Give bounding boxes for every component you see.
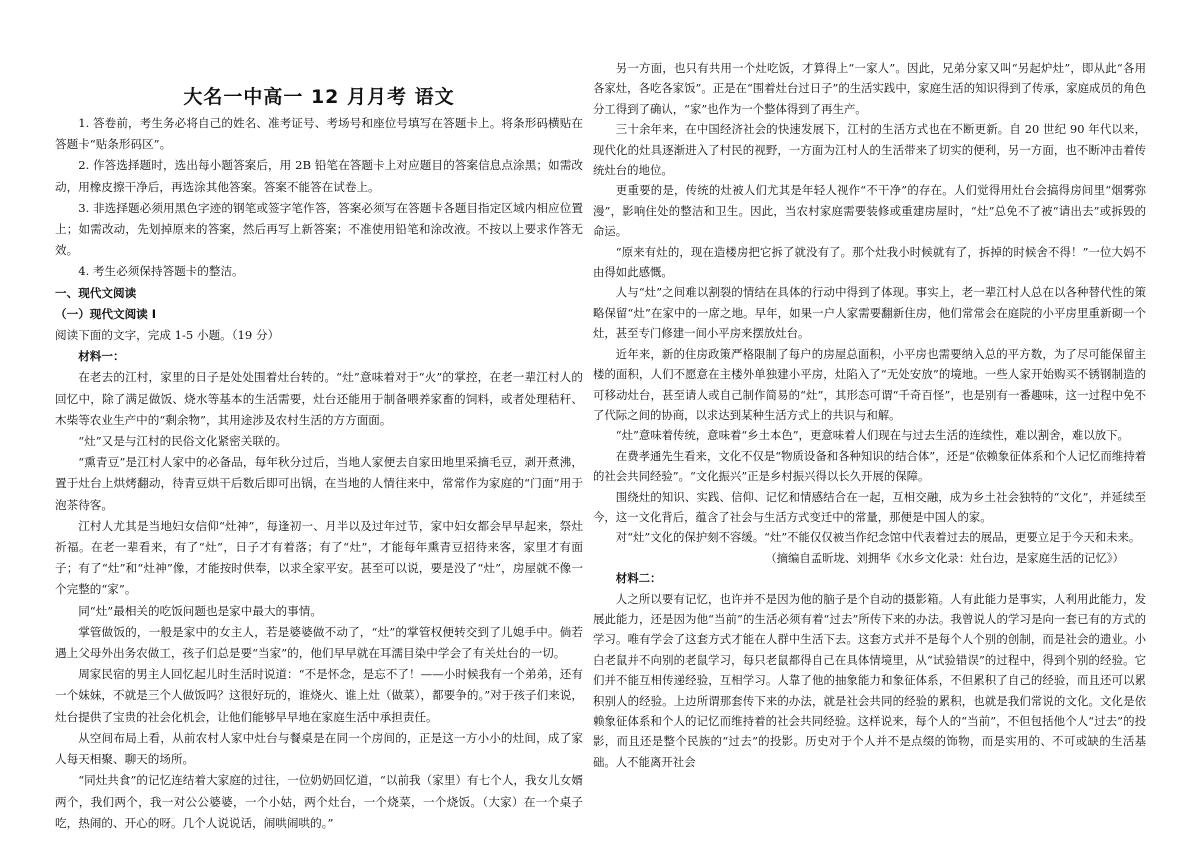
right-paragraph: 人与“灶”之间难以割裂的情结在具体的行动中得到了体现。事实上，老一辈江村人总在以各种替代性的策略保留“灶”在家中的一席之地。早年，如果一户人家需要翻新住房，他们常常会在庭院的小平房里重新砌一个灶，甚至专门修建一间小平房来摆放灶台。 [593, 285, 1146, 341]
section-heading: 一、现代文阅读 [55, 285, 137, 300]
source-citation: （摘编自孟昕垅、刘拥华《水乡文化录：灶台边，是家庭生活的记忆》） [765, 550, 1124, 565]
right-paragraph: 另一方面，也只有共用一个灶吃饭，才算得上“一家人”。因此，兄弟分家又叫“另起炉灶”，即从此“各用各家灶，各吃各家饭”。正是在“围着灶台过日子”的生活实践中，家庭生活的知识得到了传承，家庭成员的角色分工得到了确认，“家”也作为一个整体得到了再生产。 [593, 61, 1146, 116]
right-paragraph: “原来有灶的，现在造楼房把它拆了就没有了。那个灶我小时候就有了，拆掉的时候舍不得！”一位大妈不由得如此感慨。 [593, 244, 1146, 280]
right-paragraph: 更重要的是，传统的灶被人们尤其是年轻人视作“不干净”的存在。人们觉得用灶台会搞得房间里“烟雾弥漫”，影响住处的整洁和卫生。因此，当农村家庭需要装修或重建房屋时，“灶”总免不了被“请出去”或拆毁的命运。 [593, 183, 1146, 239]
right-paragraph: 围绕灶的知识、实践、信仰、记忆和情感结合在一起，互相交融，成为乡土社会独特的“文化”，并延续至今，这一文化背后，蕴含了社会与生活方式变迁中的常量，那便是中国人的家。 [593, 489, 1146, 524]
left-paragraph: “灶”又是与江村的民俗文化紧密关联的。 [78, 434, 288, 449]
left-column [55, 58, 583, 834]
left-paragraph: “熏青豆”是江村人家中的必备品，每年秋分过后，当地人家便去自家田地里采摘毛豆，剥开煮沸，置于灶台上烘烤翻动，待青豆烘干后数后即可出锅，在当地的人情往来中，常常作为家庭的“门面”用于泡茶待客。 [55, 455, 583, 512]
left-paragraph: 在老去的江村，家里的日子是处处围着灶台转的。“灶”意味着对于“火”的掌控，在老一辈江村人的回忆中，除了满足做饭、烧水等基本的生活需要，灶台还能用于制备喂养家畜的饲料，或者处理秸秆、木柴等农业生产中的“剩余物”，其用途涉及农村生活的方方面面。 [55, 370, 583, 427]
left-paragraph: 从空间布局上看，从前农村人家中灶台与餐桌是在同一个房间的，正是这一方小小的灶间，成了家人每天相聚、聊天的场所。 [55, 730, 583, 767]
instruction-2: 2. 作答选择题时，选出每小题答案后，用 2B 铅笔在答题卡上对应题目的答案信息点涂黑；如需改动，用橡皮擦干净后，再选涂其他答案。答案不能答在试卷上。 [55, 158, 583, 194]
right-paragraph: 对“灶”文化的保护刻不容缓。“灶”不能仅仅被当作纪念馆中代表着过去的展品，更要立足于今天和未来。 [615, 530, 1141, 545]
left-paragraph: “同灶共食”的记忆连结着大家庭的过往，一位奶奶回忆道，“以前我（家里）有七个人，我女儿女婿两个，我们两个，我一对公公婆婆，一个小姑，两个灶台，一个烧菜，一个烧饭。（大家）在一个桌子吃，热闹的、开心的呀。几个人说说话，闹哄闹哄的。” [55, 773, 583, 830]
instruction-4: 4. 考生必须保持答题卡的整洁。 [78, 264, 244, 279]
right-paragraph: 近年来，新的住房政策严格限制了每户的房屋总面积，小平房也需要纳入总的平方数，为了尽可能保留主楼的面积，人们不愿意在主楼外单独建小平房，灶陷入了“无处安放”的境地。一些人家开始购买不锈钢制造的可移动灶台，甚至请人或自己制作简易的“灶”，其形态可谓“千奇百怪”，也是别有一番趣味，这一过程中免不了代际之间的协商，以求达到某种生活方式上的共识与和解。 [593, 346, 1146, 422]
instruction-3: 3. 非选择题必须用黑色字迹的钢笔或签字笔作答，答案必须写在答题卡各题目指定区域内相应位置上；如需改动，先划掉原来的答案，然后再写上新答案；不准使用铅笔和涂改液。不按以上要求作答无效。 [55, 200, 583, 258]
right-paragraph: 三十余年来，在中国经济社会的快速发展下，江村的生活方式也在不断更新。自 20 世纪 90 年代以来，现代化的灶具逐渐进入了村民的视野，一方面为江村人的生活带来了切实的便利，另一方面，也不断冲击着传统灶台的地位。 [593, 122, 1146, 178]
right-column [593, 58, 1146, 772]
right-paragraph: “灶”意味着传统，意味着“乡土本色”，更意味着人们现在与过去生活的连续性，难以割舍，难以放下。 [615, 428, 1129, 443]
left-paragraph: 江村人尤其是当地妇女信仰“灶神”，每逢初一、月半以及过年过节，家中妇女都会早早起来，祭灶祈福。在老一辈看来，有了“灶”，日子才有着落；有了“灶”，才能每年熏青豆招待来客，家里才有面子；有了“灶”和“灶神”像，才能按时供奉，以求全家平安。甚至可以说，要是没了“灶”，房屋就不像一个完整的“家”。 [55, 518, 583, 597]
material-2-label: 材料二： [615, 571, 662, 586]
right-paragraph: 在费孝通先生看来，文化不仅是“物质设备和各种知识的结合体”，还是“依赖象征体系和个人记忆而维持着的社会共同经验”。“文化振兴”正是乡村振兴得以长久开展的保障。 [593, 448, 1146, 484]
left-paragraph: 掌管做饭的，一般是家中的女主人，若是婆婆做不动了，“灶”的掌管权便转交到了儿媳手中。倘若遇上父母外出务农做工，孩子们总是要“当家”的，他们早早就在耳濡目染中学会了有关灶台的一切。 [55, 624, 583, 661]
instruction-1: 1. 答卷前，考生务必将自己的姓名、准考证号、考场号和座位号填写在答题卡上。将条形码横贴在答题卡“贴条形码区”。 [55, 116, 583, 152]
left-paragraph: 同“灶”最相关的吃饭问题也是家中最大的事情。 [78, 603, 322, 618]
page-title: 大名一中高一 12 月月考 语文 [183, 86, 455, 108]
left-paragraph: 周家民宿的男主人回忆起儿时生活时说道：“不是怀念，是忘不了！——小时候我有一个弟弟，还有一个妹妹，不就是三个人做饭吗？这很好玩的，谁烧火、谁上灶（做菜），都要争的。”对于孩子们来说，灶台提供了宝贵的社会化机会，让他们能够早早地在家庭生活中承担责任。 [55, 667, 583, 724]
subsection-heading: （一）现代文阅读 I [55, 306, 157, 321]
read-prompt: 阅读下面的文字，完成 1-5 小题。（19 分） [55, 328, 280, 343]
material-2-paragraph: 人之所以要有记忆，也许并不是因为他的脑子是个自动的摄影箱。人有此能力是事实，人利用此能力，发展此能力，还是因为他“当前”的生活必须有着“过去”所传下来的办法。我曾说人的学习是向一套已有的方式的学习。唯有学会了这套方式才能在人群中生活下去。这套方式并不是每个人个别的创制，而是社会的遗业。小白老鼠并不向别的老鼠学习，每只老鼠都得自己在具体情境里，从“试验错误”的过程中，得到个别的经验。它们并不能互相传递经验，互相学习。人靠了他的抽象能力和象征体系，不但累积了自己的经验，而且还可以累积别人的经验。上边所谓那套传下来的办法，就是社会共同的经验的累积，也就是我们常说的文化。文化是依赖象征体系和个人的记忆而维持着的社会共同经验。这样说来，每个人的“当前”，不但包括他个人“过去”的投影，而且还是整个民族的“过去”的投影。历史对于个人并不是点缀的饰物，而是实用的、不可或缺的生活基础。人不能离开社会 [593, 591, 1146, 769]
material-1-label: 材料一： [78, 349, 125, 364]
